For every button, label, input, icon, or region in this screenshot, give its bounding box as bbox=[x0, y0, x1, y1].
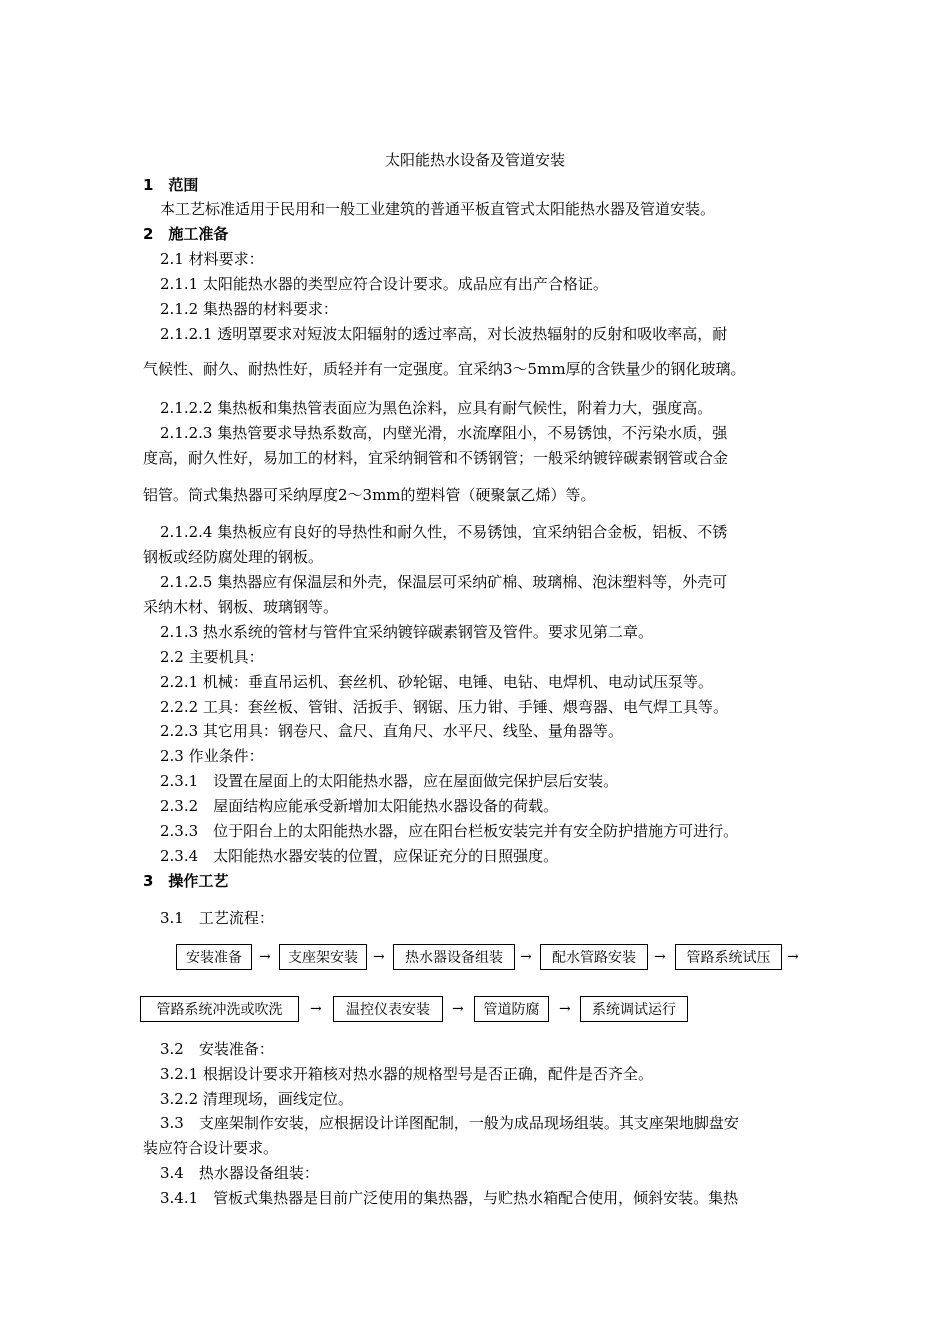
paragraph-line: 2.2.3 其它用具：钢卷尺、盒尺、直角尺、水平尺、线坠、量角器等。 bbox=[160, 722, 623, 740]
section-heading: 3 操作工艺 bbox=[143, 872, 229, 890]
flow-step: 支座架安装 bbox=[279, 944, 367, 970]
arrow-icon: → bbox=[787, 949, 799, 965]
paragraph-line: 钢板或经防腐处理的钢板。 bbox=[143, 548, 324, 566]
arrow-icon: → bbox=[452, 1001, 464, 1017]
paragraph-line: 2.1.2.1 透明罩要求对短波太阳辐射的透过率高，对长波热辐射的反射和吸收率高，耐 bbox=[160, 325, 728, 343]
paragraph-line: 2.3 作业条件： bbox=[160, 747, 264, 765]
paragraph-line: 采纳木材、钢板、玻璃钢等。 bbox=[143, 598, 339, 616]
paragraph-line: 2.1.2.5 集热器应有保温层和外壳，保温层可采纳矿棉、玻璃棉、泡沫塑料等，外壳可 bbox=[160, 573, 728, 591]
flow-step: 管道防腐 bbox=[474, 996, 549, 1022]
paragraph-line: 3.2.1 根据设计要求开箱核对热水器的规格型号是否正确，配件是否齐全。 bbox=[160, 1065, 653, 1083]
paragraph-line: 气候性、耐久、耐热性好，质轻并有一定强度。宜采纳3～5mm厚的含铁量少的钢化玻璃。 bbox=[143, 360, 746, 378]
paragraph-line: 3.3 支座架制作安装，应根据设计详图配制，一般为成品现场组装。其支座架地脚盘安 bbox=[160, 1114, 739, 1132]
section-heading: 2 施工准备 bbox=[143, 225, 229, 243]
page-title: 太阳能热水设备及管道安装 bbox=[384, 151, 565, 169]
section-heading: 1 范围 bbox=[143, 176, 199, 194]
paragraph-line: 2.2.2 工具：套丝板、管钳、活扳手、钢锯、压力钳、手锤、煨弯器、电气焊工具等。 bbox=[160, 698, 728, 716]
paragraph-line: 2.1 材料要求： bbox=[160, 250, 264, 268]
paragraph-line: 2.3.4 太阳能热水器安装的位置，应保证充分的日照强度。 bbox=[160, 847, 559, 865]
paragraph-line: 2.3.1 设置在屋面上的太阳能热水器，应在屋面做完保护层后安装。 bbox=[160, 772, 619, 790]
paragraph-line: 2.2.1 机械：垂直吊运机、套丝机、砂轮锯、电锤、电钻、电焊机、电动试压泵等。 bbox=[160, 673, 713, 691]
flow-step: 配水管路安装 bbox=[540, 944, 648, 970]
paragraph-line: 3.1 工艺流程： bbox=[160, 909, 274, 927]
flow-step: 管路系统冲洗或吹洗 bbox=[140, 996, 299, 1022]
paragraph-line: 2.1.1 太阳能热水器的类型应符合设计要求。成品应有出产合格证。 bbox=[160, 275, 608, 293]
arrow-icon: → bbox=[520, 949, 532, 965]
arrow-icon: → bbox=[373, 949, 385, 965]
paragraph-line: 2.3.2 屋面结构应能承受新增加太阳能热水器设备的荷载。 bbox=[160, 797, 559, 815]
paragraph-line: 本工艺标准适用于民用和一般工业建筑的普通平板直管式太阳能热水器及管道安装。 bbox=[160, 200, 716, 218]
paragraph-line: 2.1.2.3 集热管要求导热系数高，内壁光滑，水流摩阻小，不易锈蚀，不污染水质，强 bbox=[160, 424, 728, 442]
paragraph-line: 3.4.1 管板式集热器是目前广泛使用的集热器，与贮热水箱配合使用，倾斜安装。集热 bbox=[160, 1189, 739, 1207]
flow-step: 温控仪表安装 bbox=[333, 996, 443, 1022]
paragraph-line: 3.2.2 清理现场，画线定位。 bbox=[160, 1090, 353, 1108]
arrow-icon: → bbox=[654, 949, 666, 965]
flow-step: 系统调试运行 bbox=[580, 996, 688, 1022]
arrow-icon: → bbox=[259, 949, 271, 965]
paragraph-line: 2.1.2.4 集热板应有良好的导热性和耐久性，不易锈蚀，宜采纳铝合金板，铝板、不锈 bbox=[160, 523, 728, 541]
paragraph-line: 2.2 主要机具： bbox=[160, 648, 264, 666]
paragraph-line: 铝管。筒式集热器可采纳厚度2～3mm的塑料管（硬聚氯乙烯）等。 bbox=[143, 486, 596, 504]
paragraph-line: 装应符合设计要求。 bbox=[143, 1139, 279, 1157]
paragraph-line: 2.3.3 位于阳台上的太阳能热水器，应在阳台栏板安装完并有安全防护措施方可进行。 bbox=[160, 822, 739, 840]
paragraph-line: 2.1.2 集热器的材料要求： bbox=[160, 300, 338, 318]
arrow-icon: → bbox=[559, 1001, 571, 1017]
paragraph-line: 3.2 安装准备： bbox=[160, 1040, 274, 1058]
paragraph-line: 3.4 热水器设备组装： bbox=[160, 1164, 319, 1182]
arrow-icon: → bbox=[310, 1001, 322, 1017]
flow-step: 热水器设备组装 bbox=[393, 944, 515, 970]
flow-step: 管路系统试压 bbox=[675, 944, 782, 970]
paragraph-line: 度高，耐久性好，易加工的材料，宜采纳铜管和不锈钢管；一般采纳镀锌碳素钢管或合金 bbox=[143, 449, 729, 467]
paragraph-line: 2.1.3 热水系统的管材与管件宜采纳镀锌碳素钢管及管件。要求见第二章。 bbox=[160, 623, 653, 641]
flow-step: 安装准备 bbox=[176, 944, 252, 970]
paragraph-line: 2.1.2.2 集热板和集热管表面应为黑色涂料，应具有耐气候性，附着力大，强度高。 bbox=[160, 399, 713, 417]
